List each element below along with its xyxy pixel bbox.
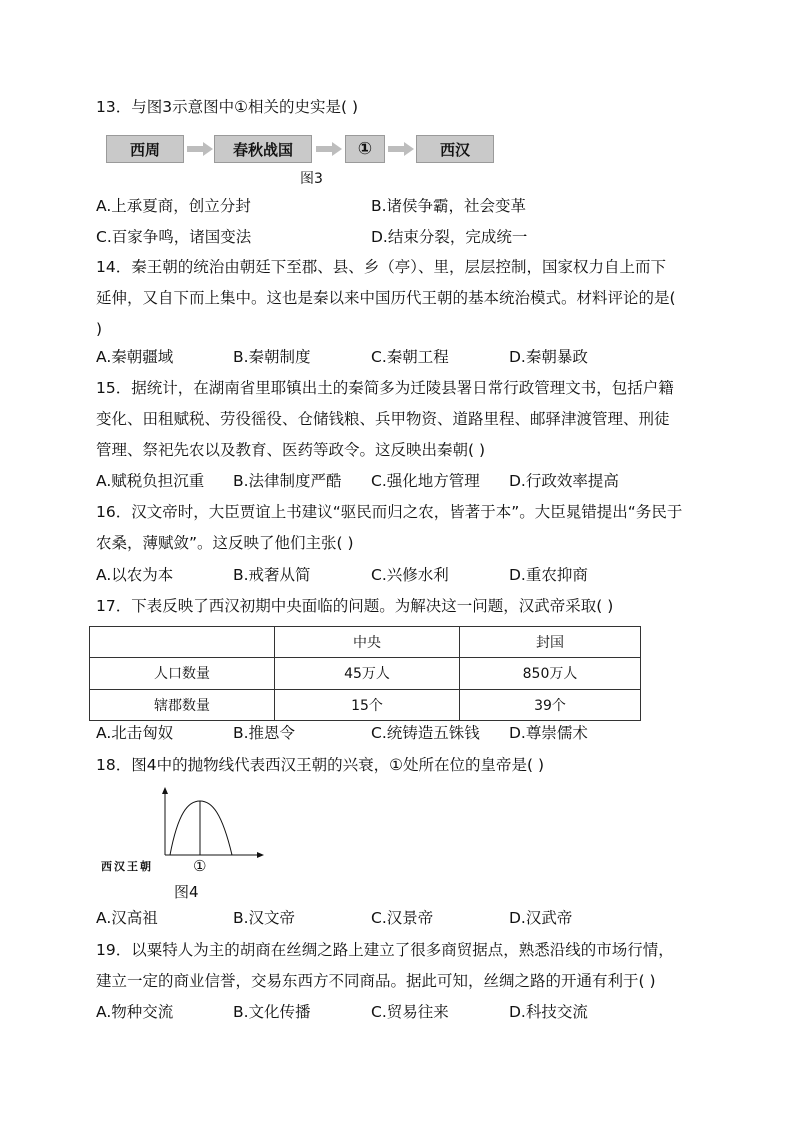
q16-stem-line1: 16．汉文帝时，大臣贾谊上书建议“驱民而归之农，皆著于本”。大臣晁错提出“务民于	[96, 503, 683, 521]
q16-option-a: A.以农为本	[96, 566, 174, 584]
table-cell: 39个	[460, 689, 641, 720]
q15-stem-line2: 变化、田租赋税、劳役徭役、仓储钱粮、兵甲物资、道路里程、邮驿津渡管理、刑徒	[96, 410, 670, 428]
table-cell: 45万人	[275, 658, 460, 689]
q17-option-d: D.尊崇儒术	[509, 724, 588, 742]
q19-stem-line1: 19．以粟特人为主的胡商在丝绸之路上建立了很多商贸据点，熟悉沿线的市场行情，	[96, 941, 674, 959]
table-row	[90, 689, 641, 720]
q17-option-a: A.北击匈奴	[96, 724, 174, 742]
q13-option-c: C.百家争鸣，诸国变法	[96, 228, 252, 246]
q15-option-d: D.行政效率提高	[509, 472, 619, 490]
fig3-label: 图3	[300, 171, 323, 187]
fig4-label: 图4	[174, 883, 199, 901]
table-cell: 850万人	[460, 658, 641, 689]
q18-option-b: B.汉文帝	[233, 909, 296, 927]
q15-option-c: C.强化地方管理	[371, 472, 480, 490]
q14-stem-line3: )	[96, 320, 103, 338]
arrow-right-icon	[388, 141, 414, 157]
q15-option-a: A.赋税负担沉重	[96, 472, 205, 490]
q18-parabola-diagram	[150, 785, 270, 870]
axis-label-xihan: 西汉王朝	[101, 860, 153, 873]
q17-option-c: C.统铸造五铢钱	[371, 724, 480, 742]
table-header-cell: 中央	[275, 627, 460, 658]
table-header-cell: 封国	[460, 627, 641, 658]
table-cell: 15个	[275, 689, 460, 720]
q13-option-d: D.结束分裂，完成统一	[371, 228, 528, 246]
rise-fall-curve	[170, 801, 232, 855]
q19-option-b: B.文化传播	[233, 1003, 311, 1021]
table-cell: 人口数量	[90, 658, 275, 689]
q16-option-c: C.兴修水利	[371, 566, 449, 584]
q19-stem-line2: 建立一定的商业信誉，交易东西方不同商品。据此可知，丝绸之路的开通有利于( )	[96, 972, 656, 990]
q17-stem: 17．下表反映了西汉初期中央面临的问题。为解决这一问题，汉武帝采取( )	[96, 597, 614, 615]
flow-box-xizhou: 西周	[106, 135, 184, 163]
q18-option-c: C.汉景帝	[371, 909, 434, 927]
q14-stem-line1: 14．秦王朝的统治由朝廷下至郡、县、乡（亭）、里，层层控制，国家权力自上而下	[96, 258, 666, 276]
q15-stem-line1: 15．据统计，在湖南省里耶镇出土的秦简多为迁陵县署日常行政管理文书，包括户籍	[96, 379, 674, 397]
q18-option-a: A.汉高祖	[96, 909, 158, 927]
q16-option-b: B.戒奢从简	[233, 566, 311, 584]
q16-option-d: D.重农抑商	[509, 566, 588, 584]
table-cell: 辖郡数量	[90, 689, 275, 720]
q17-data-table	[89, 626, 641, 721]
q15-stem-line3: 管理、祭祀先农以及教育、医药等政令。这反映出秦朝( )	[96, 441, 486, 459]
q14-option-b: B.秦朝制度	[233, 348, 311, 366]
q14-option-c: C.秦朝工程	[371, 348, 449, 366]
q13-option-b: B.诸侯争霸，社会变革	[371, 197, 527, 215]
q13-option-a: A.上承夏商，创立分封	[96, 197, 251, 215]
flow-box-chunqiu: 春秋战国	[214, 135, 312, 163]
y-axis-arrow-icon	[162, 787, 168, 794]
table-row	[90, 658, 641, 689]
q14-option-a: A.秦朝疆域	[96, 348, 174, 366]
arrow-right-icon	[316, 141, 342, 157]
flow-box-circled-one: ①	[345, 135, 385, 163]
table-header-row	[90, 627, 641, 658]
q16-stem-line2: 农桑，薄赋敛”。这反映了他们主张( )	[96, 534, 354, 552]
point-label-circled-one: ①	[193, 857, 207, 875]
q18-option-d: D.汉武帝	[509, 909, 573, 927]
q19-option-c: C.贸易往来	[371, 1003, 449, 1021]
q19-option-a: A.物种交流	[96, 1003, 174, 1021]
q19-option-d: D.科技交流	[509, 1003, 588, 1021]
q14-stem-line2: 延伸，又自下而上集中。这也是秦以来中国历代王朝的基本统治模式。材料评论的是(	[96, 289, 676, 307]
q13-stem: 13．与图3示意图中①相关的史实是( )	[96, 98, 359, 116]
x-axis-arrow-icon	[257, 852, 264, 858]
arrow-right-icon	[187, 141, 213, 157]
flow-box-xihan: 西汉	[416, 135, 494, 163]
q14-option-d: D.秦朝暴政	[509, 348, 588, 366]
q17-option-b: B.推恩令	[233, 724, 296, 742]
table-header-cell	[90, 627, 275, 658]
q15-option-b: B.法律制度严酷	[233, 472, 342, 490]
q18-stem: 18．图4中的抛物线代表西汉王朝的兴衰，①处所在位的皇帝是( )	[96, 756, 545, 774]
